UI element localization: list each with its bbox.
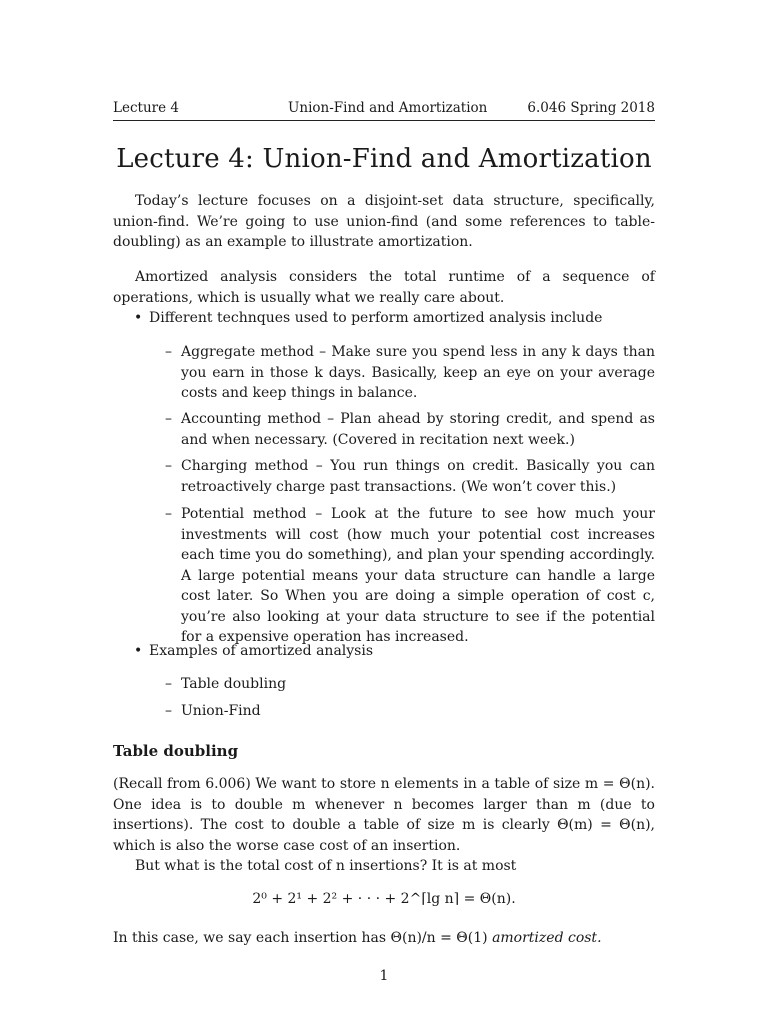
list-item-charging: – Charging method – You run things on credit. Basically you can retroactively charge past transactions. (We won’t cover this.) bbox=[165, 458, 655, 495]
list-item-table-doubling: – Table doubling bbox=[165, 674, 655, 695]
intro-paragraph: Today’s lecture focuses on a disjoint-set data structure, specifically, union-find. We’re going to use union-find (and some references to table-doubling) as an example to illustrate amortization. bbox=[113, 193, 655, 250]
dash-mark: – bbox=[165, 458, 172, 474]
table-doubling-paragraph-2: But what is the total cost of n insertions? It is at most bbox=[135, 858, 517, 874]
page-number: 1 bbox=[379, 968, 389, 984]
list-item-aggregate: – Aggregate method – Make sure you spend less in any k days than you earn in those k days. Basically, keep an eye on your average costs and keep things in balance. bbox=[165, 344, 655, 401]
list-item-union-find: – Union-Find bbox=[165, 701, 655, 722]
dash-mark: – bbox=[165, 676, 172, 692]
list-item-accounting: – Accounting method – Plan ahead by storing credit, and spend as and when necessary. (Covered in recitation next week.) bbox=[165, 411, 655, 448]
page-title: Lecture 4: Union-Find and Amortization bbox=[116, 144, 652, 174]
header-center: Union-Find and Amortization bbox=[288, 100, 488, 116]
bullet-dot: • bbox=[134, 643, 143, 659]
display-equation: 2⁰ + 2¹ + 2² + · · · + 2^⌈lg n⌉ = Θ(n). bbox=[252, 891, 516, 907]
bullet-dot: • bbox=[134, 310, 143, 326]
bullet-label: Examples of amortized analysis bbox=[149, 643, 374, 659]
header-right: 6.046 Spring 2018 bbox=[527, 100, 655, 116]
bullet-techniques bbox=[134, 308, 655, 329]
dash-mark: – bbox=[165, 703, 172, 719]
bullet-examples bbox=[134, 641, 655, 662]
dash-mark: – bbox=[165, 344, 172, 360]
paragraph-3-text: In this case, we say each insertion has Θ(n)/n = Θ(1) bbox=[113, 930, 493, 946]
table-doubling-paragraph-3 bbox=[113, 928, 655, 949]
bullet-label: Different technques used to perform amortized analysis include bbox=[149, 310, 603, 326]
header-left: Lecture 4 bbox=[113, 100, 179, 116]
dash-mark: – bbox=[165, 506, 172, 522]
running-header bbox=[113, 98, 655, 121]
table-doubling-paragraph-1: (Recall from 6.006) We want to store n elements in a table of size m = Θ(n). One idea is to double m whenever n becomes larger than m (due to insertions). The cost to double a table of size m is clearly Θ(m) = Θ(n), which is also the worse case cost of an insertion. bbox=[113, 776, 655, 854]
amortized-intro-paragraph: Amortized analysis considers the total runtime of a sequence of operations, which is usually what we really care about. bbox=[113, 269, 655, 306]
amortized-cost-emphasis: amortized cost. bbox=[492, 930, 602, 946]
list-item-potential: – Potential method – Look at the future to see how much your investments will cost (how much your potential cost increases each time you do something), and plan your spending accordingly. A large potential means your data structure can handle a large cost later. So When you are doing a simple operation of cost c, you’re also looking at your data structure to see if the potential for a expensive operation has increased. bbox=[165, 506, 655, 645]
section-heading: Table doubling bbox=[113, 742, 239, 760]
dash-mark: – bbox=[165, 411, 172, 427]
